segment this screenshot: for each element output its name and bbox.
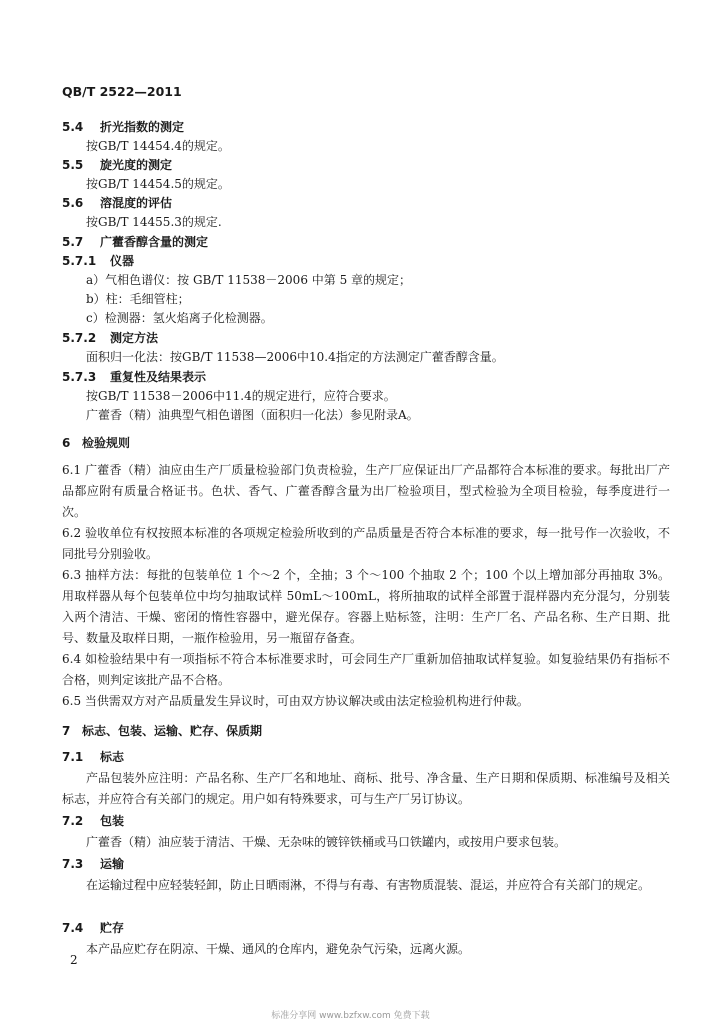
section-heading: [62, 194, 172, 212]
section-title: 溶混度的评估: [100, 196, 173, 210]
section-heading: [62, 368, 206, 386]
section-number: 5.7.2: [62, 331, 97, 345]
standard-code: QB/T 2522—2011: [62, 84, 182, 99]
page-number: 2: [70, 953, 78, 967]
section-text: 产品包装外应注明：产品名称、生产厂名和地址、商标、批号、净含量、生产日期和保质期、标准编号及相关标志，并应符合有关部门的规定。用户如有特殊要求，可与生产厂另订协议。: [62, 771, 670, 806]
section-title: 测定方法: [110, 331, 159, 345]
section-number: 5.5: [62, 158, 84, 172]
section-text: 广藿香（精）油应装于清洁、干燥、无杂味的镀锌铁桶或马口铁罐内，或按用户要求包装。: [86, 835, 567, 849]
list-item: b）柱：毛细管柱；: [86, 292, 190, 306]
section-title: 广藿香醇含量的测定: [100, 235, 209, 249]
section-heading: [62, 118, 184, 136]
section-text: 本产品应贮存在阴凉、干燥、通风的仓库内，避免杂气污染，远离火源。: [86, 942, 471, 956]
section-heading: [62, 252, 134, 270]
section-number: 5.7.1: [62, 254, 97, 268]
section-heading: [62, 919, 124, 937]
section-text: 在运输过程中应轻装轻卸，防止日晒雨淋，不得与有毒、有害物质混装、混运，并应符合有关部门的规定。: [86, 878, 651, 892]
section-text: 按GB/T 14454.4的规定。: [86, 139, 230, 153]
chapter-number: 6: [62, 436, 71, 450]
list-item: c）检测器：氢火焰离子化检测器。: [86, 311, 273, 325]
section-title: 贮存: [100, 921, 125, 935]
section-number: 7.1: [62, 750, 84, 764]
section-number: 7.2: [62, 814, 84, 828]
paragraph-6-3: 6.3 抽样方法：每批的包装单位 1 个～2 个，全抽；3 个～100 个抽取 2 个；100 个以上增加部分再抽取 3%。用取样器从每个包装单位中均匀抽取试样 50mL～100mL，将所抽取的试样全部置于混样器内充分混匀，分别装入两个清洁、干燥、密闭的惰性容器中，避光保存。容器上贴标签，注明：生产厂名、产品名称、生产日期、批号、数量及取样日期，一瓶作检验用，另一瓶留存备查。: [62, 568, 670, 645]
section-heading: [62, 156, 172, 174]
chapter-heading: [62, 434, 130, 452]
section-title: 重复性及结果表示: [110, 370, 207, 384]
section-number: 5.7: [62, 235, 84, 249]
section-title: 运输: [100, 857, 125, 871]
chapter-heading: [62, 722, 262, 740]
chapter-number: 7: [62, 724, 71, 738]
section-text: 面积归一化法：按GB/T 11538—2006中10.4指定的方法测定广藿香醇含量。: [86, 350, 504, 364]
paragraph-6-5: 6.5 当供需双方对产品质量发生异议时，可由双方协议解决或由法定检验机构进行仲裁。: [62, 694, 529, 708]
footer-watermark: 标准分享网 www.bzfxw.com 免费下载: [271, 1011, 430, 1021]
section-number: 5.6: [62, 196, 84, 210]
list-item: a）气相色谱仪：按 GB/T 11538－2006 中第 5 章的规定；: [86, 273, 412, 287]
section-number: 5.7.3: [62, 370, 97, 384]
section-heading: [62, 812, 124, 830]
chapter-title: 标志、包装、运输、贮存、保质期: [82, 724, 263, 738]
section-title: 旋光度的测定: [100, 158, 173, 172]
section-number: 7.4: [62, 921, 84, 935]
section-text: 按GB/T 11538－2006中11.4的规定进行，应符合要求。: [86, 389, 396, 403]
paragraph-6-4: 6.4 如检验结果中有一项指标不符合本标准要求时，可会同生产厂重新加倍抽取试样复验。如复验结果仍有指标不合格，则判定该批产品不合格。: [62, 652, 670, 687]
section-number: 5.4: [62, 120, 84, 134]
section-number: 7.3: [62, 857, 84, 871]
section-text: 广藿香（精）油典型气相色谱图（面积归一化法）参见附录A。: [86, 408, 419, 422]
section-text: 按GB/T 14455.3的规定.: [86, 215, 222, 229]
section-text: 按GB/T 14454.5的规定。: [86, 177, 230, 191]
section-heading: [62, 233, 208, 251]
paragraph-6-2: 6.2 验收单位有权按照本标准的各项规定检验所收到的产品质量是否符合本标准的要求，每一批号作一次验收，不同批号分别验收。: [62, 526, 670, 561]
section-title: 标志: [100, 750, 125, 764]
section-heading: [62, 329, 158, 347]
section-title: 折光指数的测定: [100, 120, 185, 134]
chapter-title: 检验规则: [82, 436, 131, 450]
section-title: 包装: [100, 814, 125, 828]
paragraph-6-1: 6.1 广藿香（精）油应由生产厂质量检验部门负责检验，生产厂应保证出厂产品都符合本标准的要求。每批出厂产品都应附有质量合格证书。色状、香气、广藿香醇含量为出厂检验项目，型式检验为全项目检验，每季度进行一次。: [62, 463, 670, 519]
section-heading: [62, 748, 124, 766]
section-title: 仪器: [110, 254, 135, 268]
section-heading: [62, 855, 124, 873]
